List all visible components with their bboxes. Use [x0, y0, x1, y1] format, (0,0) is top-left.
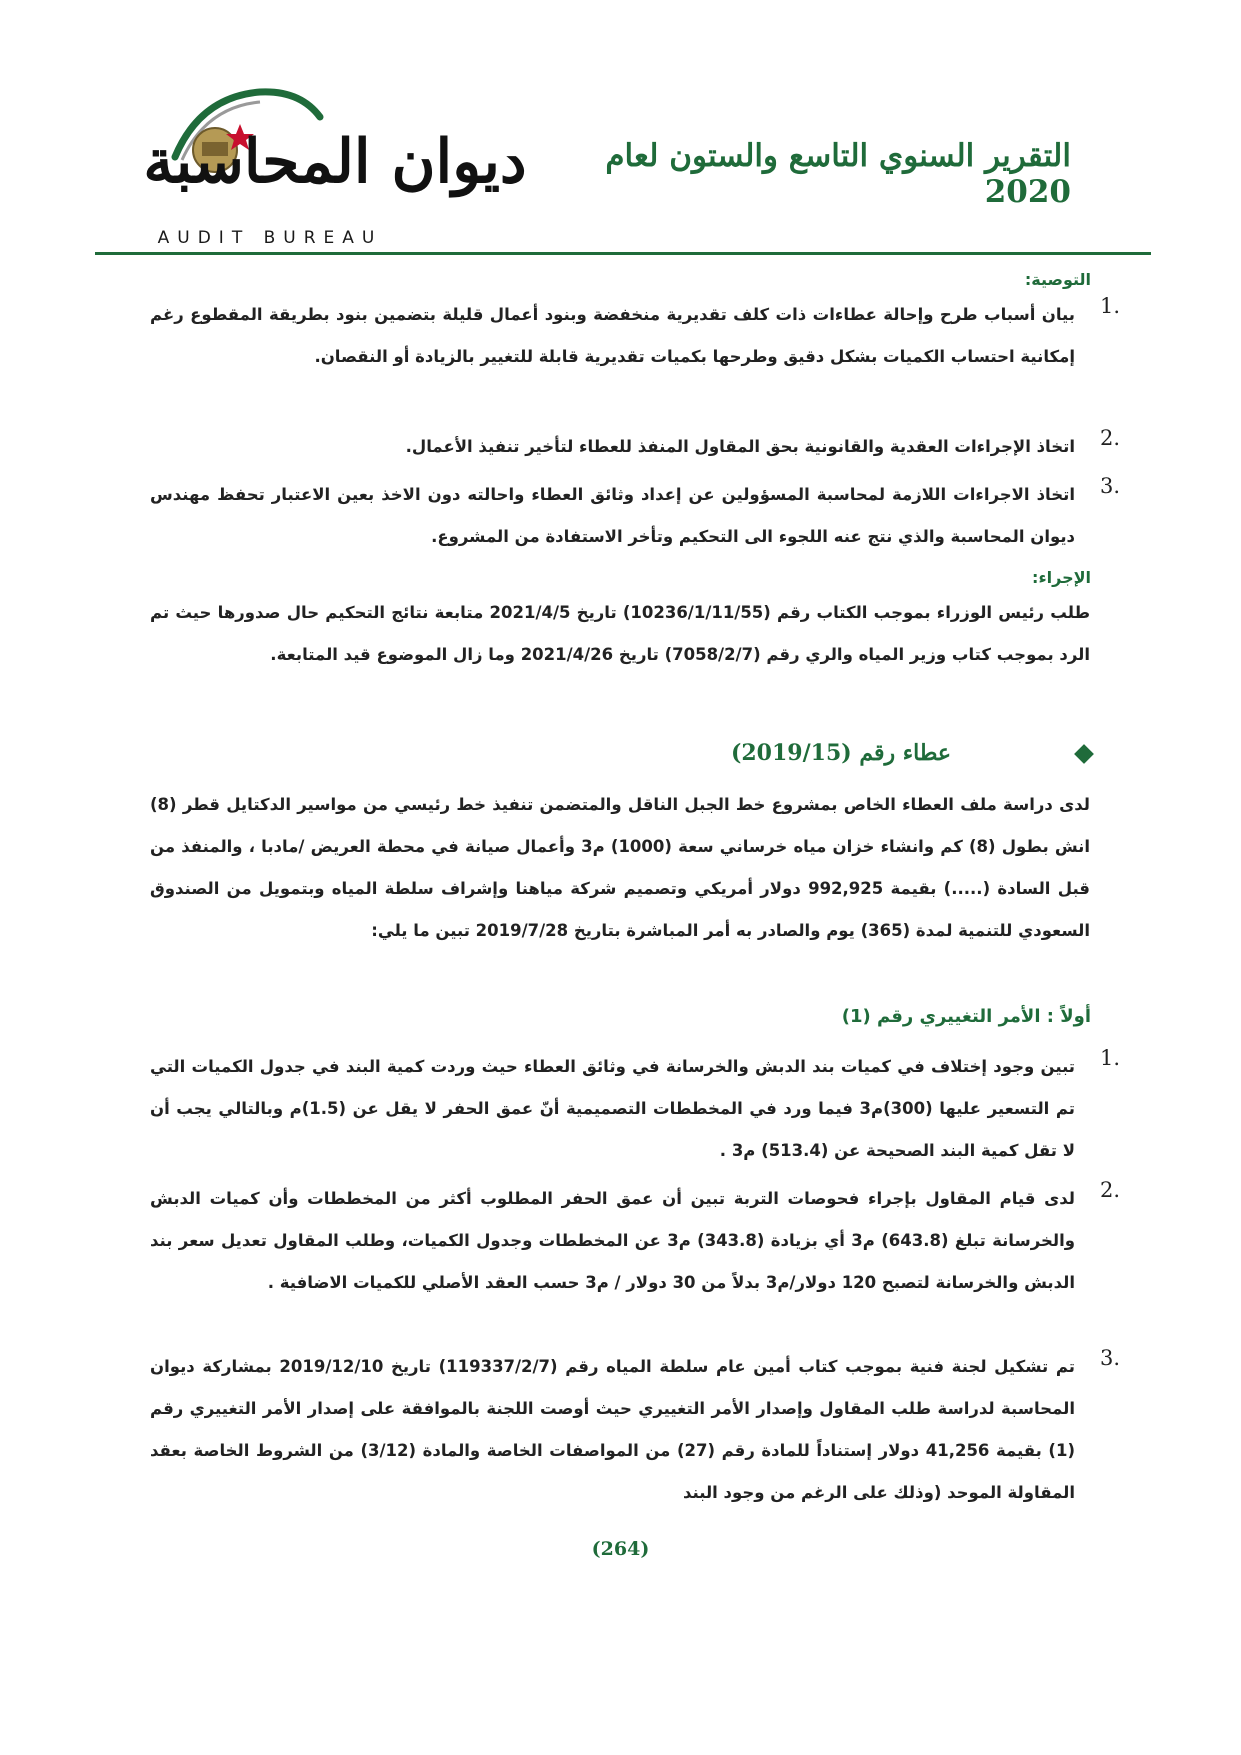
page-number: (264) [591, 1538, 650, 1560]
item-number: 2. [1099, 1178, 1120, 1202]
diamond-bullet-icon [1074, 744, 1094, 764]
change-order-heading: أولاً : الأمر التغييري رقم (1) [841, 1006, 1091, 1027]
item-number: 1. [1099, 1046, 1120, 1070]
item-text: تبين وجود إختلاف في كميات بند الدبش والخرسانة في وثائق العطاء حيث وردت كمية البند في جدول الكميات التي تم التسعير عليها (300)م3 فيما ورد في المخططات التصميمية أنّ عمق الحفر لا يقل عن (1.5)م وبالتالي يجب أن لا تقل كمية البند الصحيحة عن (513.4) م3 . [150, 1057, 1075, 1160]
action-label: الإجراء: [1032, 568, 1091, 587]
recommendation-item [150, 474, 1120, 558]
item-text: بيان أسباب طرح وإحالة عطاءات ذات كلف تقديرية منخفضة وبنود أعمال قليلة بتضمين بنود بطريقة المقطوع رغم إمكانية احتساب الكميات بشكل دقيق وطرحها بكميات تقديرية قابلة للتغيير بالزيادة أو النقصان. [150, 305, 1075, 366]
report-title [511, 138, 1071, 210]
change-order-item [150, 1046, 1120, 1172]
report-title-text: التقرير السنوي التاسع والستون لعام [605, 138, 1071, 174]
tender-heading: عطاء رقم (2019/15) [730, 740, 951, 766]
item-number: 1. [1099, 294, 1120, 318]
audit-bureau-logo [120, 62, 527, 252]
item-number: 3. [1099, 474, 1120, 498]
logo-caption: AUDIT BUREAU [157, 228, 383, 248]
item-number: 3. [1099, 1346, 1120, 1370]
recommendation-label: التوصية: [1024, 270, 1091, 289]
tender-intro: لدى دراسة ملف العطاء الخاص بمشروع خط الجبل الناقل والمتضمن تنفيذ خط رئيسي من مواسير الدكتايل قطر (8) انش بطول (8) كم وانشاء خزان مياه خرساني سعة (1000) م3 وأعمال صيانة في محطة العريض /مادبا ، والمنفذ من قبل السادة (.....) بقيمة 992,925 دولار أمريكي وتصميم شركة مياهنا وإشراف سلطة المياه وبتمويل من الصندوق السعودي للتنمية لمدة (365) يوم والصادر به أمر المباشرة بتاريخ 2019/7/28 تبين ما يلي: [150, 795, 1090, 940]
item-text: اتخاذ الاجراءات اللازمة لمحاسبة المسؤولين عن إعداد وثائق العطاء واحالته دون الاخذ بعين الاعتبار تحفظ مهندس ديوان المحاسبة والذي نتج عنه اللجوء الى التحكيم وتأخر الاستفادة من المشروع. [150, 485, 1075, 546]
recommendation-item [150, 426, 1120, 468]
report-year: 2020 [984, 174, 1071, 210]
logo-emblem-icon [120, 62, 527, 232]
change-order-item [150, 1178, 1120, 1304]
action-text: طلب رئيس الوزراء بموجب الكتاب رقم (10236/1/11/55) تاريخ 2021/4/5 متابعة نتائج التحكيم حال صدورها حيث تم الرد بموجب كتاب وزير المياه والري رقم (7058/2/7) تاريخ 2021/4/26 وما زال الموضوع قيد المتابعة. [150, 603, 1090, 664]
header-divider [95, 252, 1151, 255]
svg-text:ديوان المحاسبة: ديوان المحاسبة [143, 127, 527, 197]
item-number: 2. [1099, 426, 1120, 450]
item-text: لدى قيام المقاول بإجراء فحوصات التربة تبين أن عمق الحفر المطلوب أكثر من المخططات وأن كميات الدبش والخرسانة تبلغ (643.8) م3 أي بزيادة (343.8) م3 عن المخططات وجدول الكميات، وطلب المقاول تعديل سعر بند الدبش والخرسانة لتصبح 120 دولار/م3 بدلاً من 30 دولار / م3 حسب العقد الأصلي للكميات الاضافية . [150, 1189, 1075, 1292]
change-order-item [150, 1346, 1120, 1514]
item-text: اتخاذ الإجراءات العقدية والقانونية بحق المقاول المنفذ للعطاء لتأخير تنفيذ الأعمال. [405, 437, 1075, 456]
item-text: تم تشكيل لجنة فنية بموجب كتاب أمين عام سلطة المياه رقم (119337/2/7) تاريخ 2019/12/10 بمشاركة ديوان المحاسبة لدراسة طلب المقاول وإصدار الأمر التغييري حيث أوصت اللجنة بالموافقة على إصدار الأمر التغييري رقم (1) بقيمة 41,256 دولار إستناداً للمادة رقم (27) من المواصفات الخاصة والمادة (3/12) من الشروط الخاصة بعقد المقاولة الموحد (وذلك على الرغم من وجود البند [150, 1357, 1076, 1502]
recommendation-item [150, 294, 1120, 378]
